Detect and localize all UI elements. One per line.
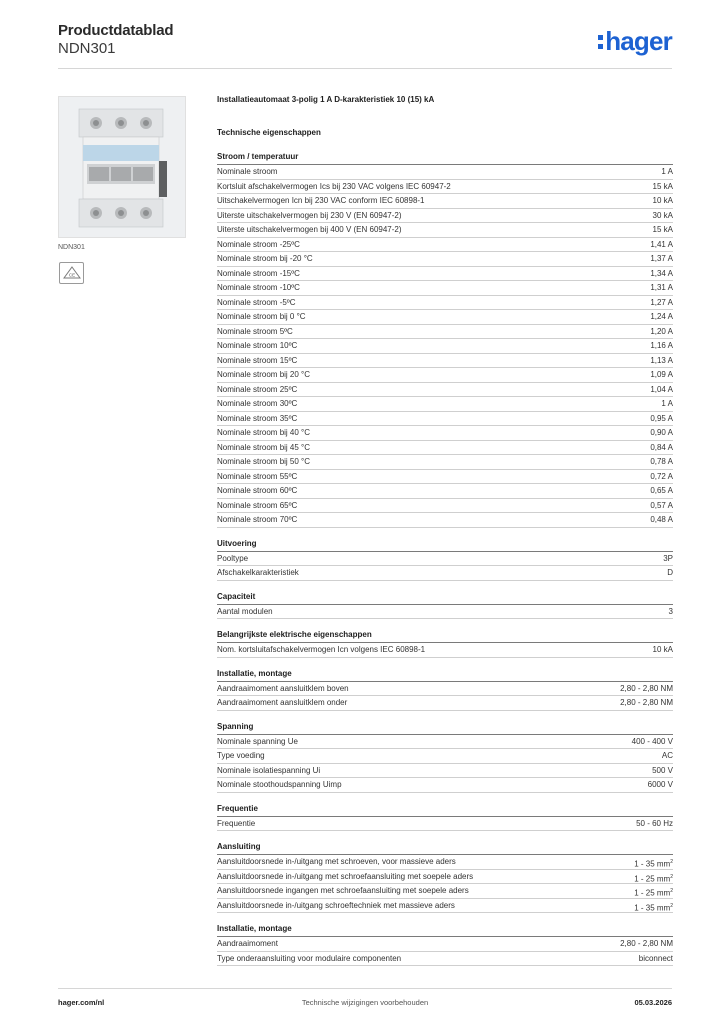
spec-label: Nominale stroom 10ºC [217, 341, 298, 350]
spec-row [217, 643, 673, 658]
spec-value [650, 325, 673, 339]
spec-value-text: biconnect [638, 953, 673, 963]
spec-value-text: 15 kA [652, 225, 673, 234]
spec-label: Nominale stroom bij -20 °C [217, 254, 313, 263]
spec-row [217, 470, 673, 485]
section-title: Spanning [217, 721, 673, 735]
spec-label: Frequentie [217, 818, 256, 828]
spec-value [650, 368, 673, 382]
spec-label: Uiterste uitschakelvermogen bij 400 V (EN 60947-2) [217, 225, 402, 234]
spec-row [217, 209, 673, 224]
spec-value [653, 643, 673, 657]
spec-value [632, 735, 673, 749]
section-title: Stroom / temperatuur [217, 151, 673, 165]
spec-section [217, 668, 673, 711]
spec-value [650, 354, 673, 368]
spec-value [650, 339, 673, 353]
spec-value-text: 1 A [661, 167, 673, 176]
spec-row [217, 354, 673, 369]
spec-label: Aansluitdoorsnede in-/uitgang met schroeven, voor massieve aders [217, 857, 456, 866]
spec-value [662, 749, 673, 763]
spec-label: Nominale stroom bij 0 °C [217, 312, 306, 321]
section-title: Capaciteit [217, 591, 673, 605]
page-header [58, 22, 173, 57]
spec-row [217, 267, 673, 282]
spec-row [217, 778, 673, 793]
spec-value-text: 1 A [661, 399, 673, 408]
spec-value-text: 3P [663, 553, 673, 563]
spec-label: Nominale stroom 70ºC [217, 515, 298, 524]
spec-value [650, 499, 673, 513]
spec-value [650, 310, 673, 324]
spec-row [217, 455, 673, 470]
spec-row [217, 281, 673, 296]
spec-label: Nominale stroom -25ºC [217, 239, 300, 249]
spec-value-text: 1,04 A [650, 384, 673, 394]
spec-label: Nominale stroom -15ºC [217, 268, 300, 278]
spec-value-text: 1,34 A [650, 268, 673, 278]
spec-label: Nominale isolatiespanning Ui [217, 765, 321, 775]
spec-label: Nominale stroom 25ºC [217, 384, 298, 394]
spec-value [653, 209, 673, 223]
spec-label: Nominale stroom -10ºC [217, 283, 300, 292]
spec-label: Aansluitdoorsnede in-/uitgang schroeftechniek met massieve aders [217, 900, 455, 910]
spec-row [217, 817, 673, 832]
spec-label: Nominale stroom 35ºC [217, 413, 298, 423]
spec-value [653, 223, 673, 237]
spec-value [648, 778, 673, 792]
spec-value-text: 1,16 A [650, 341, 673, 350]
spec-row [217, 383, 673, 398]
product-description: Installatieautomaat 3-polig 1 A D-karakteristiek 10 (15) kA [217, 95, 435, 104]
spec-value [620, 937, 673, 951]
spec-label: Nominale spanning Ue [217, 736, 298, 746]
spec-value-text: 1 - 35 mm [634, 859, 671, 869]
circuit-breaker-image [59, 97, 185, 237]
unit-superscript: 2 [670, 873, 673, 880]
spec-row [217, 223, 673, 238]
section-title: Aansluiting [217, 841, 673, 855]
spec-value [650, 484, 673, 498]
spec-value-text: 2,80 - 2,80 NM [620, 698, 673, 707]
spec-label: Kortsluit afschakelvermogen Ics bij 230 VAC volgens IEC 60947-2 [217, 181, 451, 191]
footer-divider [58, 988, 672, 989]
spec-row [217, 937, 673, 952]
spec-section [217, 538, 673, 581]
spec-row [217, 368, 673, 383]
spec-value [650, 441, 673, 455]
spec-label: Pooltype [217, 553, 249, 563]
spec-value [650, 383, 673, 397]
spec-value [667, 566, 673, 580]
spec-label: Type onderaansluiting voor modulaire componenten [217, 953, 402, 963]
svg-text:CE: CE [68, 272, 75, 278]
spec-label: Nominale stroom bij 45 °C [217, 442, 311, 452]
spec-row [217, 165, 673, 180]
spec-value-text: 30 kA [652, 210, 673, 220]
unit-superscript: 2 [670, 902, 673, 909]
spec-value-text: 0,84 A [650, 442, 673, 452]
spec-row [217, 441, 673, 456]
unit-superscript: 2 [670, 888, 673, 894]
spec-value-text: 50 - 60 Hz [636, 818, 673, 828]
spec-label: Aandraaimoment aansluitklem boven [217, 683, 349, 693]
spec-row [217, 952, 673, 967]
spec-label: Nominale stroom 65ºC [217, 500, 298, 510]
spec-row [217, 397, 673, 412]
spec-row [217, 552, 673, 567]
spec-value-text: 1,41 A [650, 239, 673, 249]
spec-row [217, 484, 673, 499]
spec-label: Nominale stroom 5ºC [217, 326, 293, 336]
spec-value-text: 1,37 A [650, 254, 673, 263]
spec-section [217, 803, 673, 832]
spec-label: Aantal modulen [217, 606, 273, 616]
spec-value-text: 3 [668, 606, 673, 616]
spec-label: Aandraaimoment aansluitklem onder [217, 698, 348, 707]
spec-label: Nominale stroom bij 50 °C [217, 457, 311, 466]
ce-certification-icon [59, 262, 84, 284]
spec-label: Nominale stoothoudspanning Uimp [217, 780, 342, 789]
spec-row [217, 764, 673, 779]
spec-value [661, 397, 673, 411]
spec-row [217, 412, 673, 427]
spec-sections [217, 151, 673, 966]
spec-label: Aansluitdoorsnede ingangen met schroefaansluiting met soepele aders [217, 886, 469, 895]
spec-value [650, 238, 673, 252]
image-caption: NDN301 [58, 244, 85, 251]
spec-section [217, 923, 673, 966]
spec-value [653, 180, 673, 194]
spec-value-text: 10 kA [652, 196, 673, 205]
footer-date: 05.03.2026 [634, 998, 672, 1007]
spec-label: Nominale stroom 60ºC [217, 486, 298, 495]
spec-value [661, 165, 673, 179]
spec-label: Nominale stroom bij 20 °C [217, 370, 311, 379]
spec-row [217, 682, 673, 697]
spec-value-text: 2,80 - 2,80 NM [620, 939, 673, 948]
spec-label: Nominale stroom bij 40 °C [217, 428, 311, 437]
spec-value-text: 2,80 - 2,80 NM [620, 683, 673, 693]
logo-text: hager [605, 26, 672, 56]
spec-value [650, 426, 673, 440]
section-title: Belangrijkste elektrische eigenschappen [217, 629, 673, 643]
spec-value-text: 500 V [652, 765, 673, 775]
product-code: NDN301 [58, 40, 116, 57]
spec-section [217, 591, 673, 620]
spec-value-text: 400 - 400 V [631, 736, 673, 746]
spec-row [217, 899, 673, 914]
spec-row [217, 426, 673, 441]
spec-row [217, 735, 673, 750]
spec-value-text: 1,31 A [650, 283, 673, 292]
logo-dots-icon [598, 35, 603, 49]
spec-label: Aandraaimoment [217, 939, 278, 948]
footer-website: hager.com/nl [58, 998, 105, 1007]
spec-row [217, 566, 673, 581]
spec-value-text: 10 kA [652, 645, 673, 654]
spec-value [620, 696, 673, 710]
spec-row [217, 499, 673, 514]
spec-row [217, 296, 673, 311]
spec-value-text: 0,78 A [650, 457, 673, 466]
spec-value [639, 952, 673, 966]
spec-label: Nominale stroom 15ºC [217, 355, 298, 365]
spec-value-text: 0,90 A [650, 428, 673, 437]
spec-value [634, 884, 673, 898]
spec-value [663, 552, 673, 566]
spec-row [217, 884, 673, 899]
spec-value [650, 252, 673, 266]
spec-label: Nominale stroom [217, 167, 278, 176]
spec-label: Afschakelkarakteristiek [217, 568, 299, 577]
spec-row [217, 605, 673, 620]
page-title: Productdatablad [58, 22, 174, 39]
spec-section [217, 721, 673, 793]
spec-label: Nominale stroom 55ºC [217, 471, 298, 481]
spec-section [217, 151, 673, 528]
spec-value [650, 267, 673, 281]
spec-value-text: 0,57 A [650, 500, 673, 510]
spec-label: Uitschakelvermogen Icn bij 230 VAC conform IEC 60898-1 [217, 196, 425, 205]
spec-label: Nom. kortsluitafschakelvermogen Icn volgens IEC 60898-1 [217, 645, 426, 654]
spec-row [217, 325, 673, 340]
spec-value [652, 764, 673, 778]
spec-row [217, 513, 673, 528]
section-title: Frequentie [217, 803, 673, 817]
spec-value [653, 194, 673, 208]
spec-row [217, 339, 673, 354]
spec-row [217, 310, 673, 325]
spec-value-text: D [667, 568, 673, 577]
spec-section [217, 629, 673, 658]
spec-row [217, 855, 673, 870]
spec-value-text: 1,09 A [650, 370, 673, 379]
spec-value-text: 1,24 A [650, 312, 673, 321]
spec-row [217, 180, 673, 195]
spec-value-text: 15 kA [652, 181, 673, 191]
unit-superscript: 2 [670, 859, 673, 865]
spec-value [634, 899, 673, 913]
spec-label: Uiterste uitschakelvermogen bij 230 V (EN 60947-2) [217, 210, 402, 220]
spec-label: Aansluitdoorsnede in-/uitgang met schroefaansluiting met soepele aders [217, 871, 474, 881]
footer-note: Technische wijzigingen voorbehouden [301, 998, 429, 1007]
spec-value [650, 281, 673, 295]
product-image [58, 96, 186, 238]
spec-row [217, 870, 673, 885]
spec-label: Nominale stroom 30ºC [217, 399, 298, 408]
spec-value [650, 296, 673, 310]
section-title: Installatie, montage [217, 668, 673, 682]
tech-heading: Technische eigenschappen [217, 128, 321, 137]
spec-row [217, 749, 673, 764]
spec-value [669, 605, 673, 619]
spec-value-text: 1,13 A [650, 355, 673, 365]
spec-row [217, 696, 673, 711]
spec-value-text: 1,27 A [650, 297, 673, 307]
spec-value-text: 1,20 A [650, 326, 673, 336]
spec-label: Nominale stroom -5ºC [217, 297, 296, 307]
spec-value-text: 6000 V [647, 780, 673, 789]
spec-row [217, 238, 673, 253]
spec-value-text: 0,72 A [650, 471, 673, 481]
spec-value [650, 455, 673, 469]
header-divider [58, 68, 672, 69]
spec-value [650, 412, 673, 426]
spec-value-text: 0,65 A [650, 486, 673, 495]
spec-value-text: 1 - 35 mm [634, 903, 671, 913]
spec-value-text: AC [661, 751, 673, 760]
spec-value [634, 855, 673, 869]
spec-content [217, 95, 673, 976]
spec-value-text: 1 - 25 mm [634, 874, 671, 884]
spec-value [620, 682, 673, 696]
spec-value-text: 1 - 25 mm [634, 888, 671, 898]
spec-value-text: 0,48 A [650, 515, 673, 524]
spec-value [634, 870, 673, 884]
section-title: Installatie, montage [217, 923, 673, 937]
spec-section [217, 841, 673, 913]
spec-label: Type voeding [217, 751, 265, 760]
spec-row [217, 252, 673, 267]
page-footer [58, 998, 672, 1007]
hager-logo [598, 26, 672, 57]
spec-row [217, 194, 673, 209]
spec-value [650, 513, 673, 527]
spec-value [650, 470, 673, 484]
spec-value [636, 817, 673, 831]
spec-value-text: 0,95 A [650, 413, 673, 423]
section-title: Uitvoering [217, 538, 673, 552]
